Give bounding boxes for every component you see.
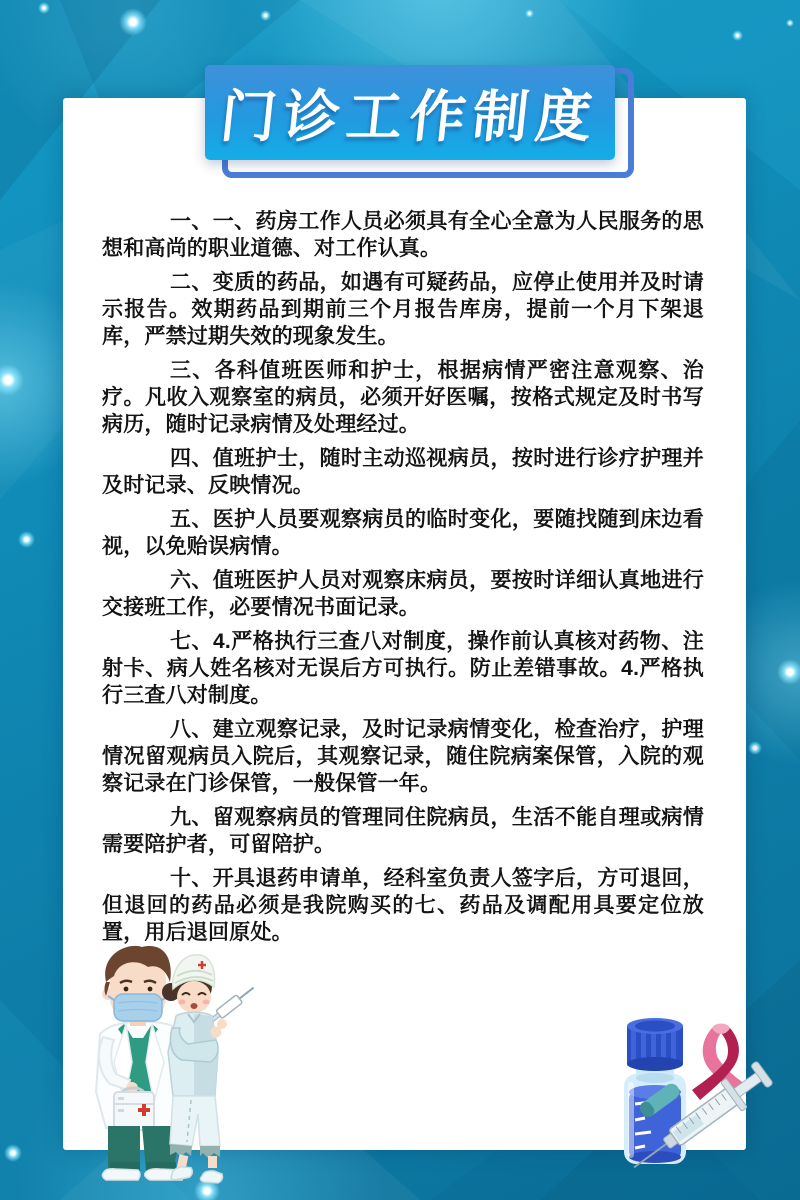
nurse-illustration xyxy=(158,948,263,1196)
page-title: 门诊工作制度 xyxy=(217,84,602,148)
rule-paragraph: 三、各科值班医师和护士，根据病情严密注意观察、治疗。凡收入观察室的病员，必须开好医嘱，按格式规定及时书写病历，随时记录病情及处理经过。 xyxy=(102,359,704,436)
glow-dot xyxy=(732,30,743,41)
title-banner xyxy=(205,65,615,160)
glow-dot xyxy=(18,531,35,548)
rule-paragraph: 二、变质的药品，如遇有可疑药品，应停止使用并及时请示报告。效期药品到期前三个月报告库房，提前一个月下架退库，严禁过期失效的现象发生。 xyxy=(102,271,704,348)
glow-dot xyxy=(786,19,794,27)
rule-paragraph: 一、一、药房工作人员必须具有全心全意为人民服务的思想和高尚的职业道德、对工作认真。 xyxy=(102,210,704,260)
rule-paragraph: 八、建立观察记录，及时记录病情变化，检查治疗，护理情况留观病员入院后，其观察记录，随住院病案保管，入院的观察记录在门诊保管，一般保管一年。 xyxy=(102,718,704,795)
glow-dot xyxy=(777,659,800,685)
rules-section xyxy=(102,208,704,953)
rule-paragraph: 七、4.严格执行三查八对制度，操作前认真核对药物、注射卡、病人姓名核对无误后方可执行。防止差错事故。4.严格执行三查八对制度。 xyxy=(102,630,704,707)
glow-dot xyxy=(748,741,762,755)
rule-paragraph: 五、医护人员要观察病员的临时变化，要随找随到床边看视，以免贻误病情。 xyxy=(102,508,704,558)
rule-paragraph: 六、值班医护人员对观察床病员，要按时详细认真地进行交接班工作，必要情况书面记录。 xyxy=(102,569,704,619)
rule-paragraph: 四、值班护士，随时主动巡视病员，按时进行诊疗护理并及时记录、反映情况。 xyxy=(102,447,704,497)
glow-dot xyxy=(525,9,534,18)
glow-dot xyxy=(119,8,147,36)
rule-paragraph: 九、留观察病员的管理同住院病员，生活不能自理或病情需要陪护者，可留陪护。 xyxy=(102,806,704,856)
glow-dot xyxy=(38,2,50,14)
rule-paragraph: 十、开具退药申请单，经科室负责人签字后，方可退回，但退回的药品必须是我院购买的七、药品及调配用具要定位放置，用后退回原处。 xyxy=(102,867,704,944)
syringe-icon xyxy=(612,1058,792,1188)
glow-dot xyxy=(4,1144,22,1162)
glow-dot xyxy=(260,10,271,21)
glow-dot xyxy=(0,364,24,396)
